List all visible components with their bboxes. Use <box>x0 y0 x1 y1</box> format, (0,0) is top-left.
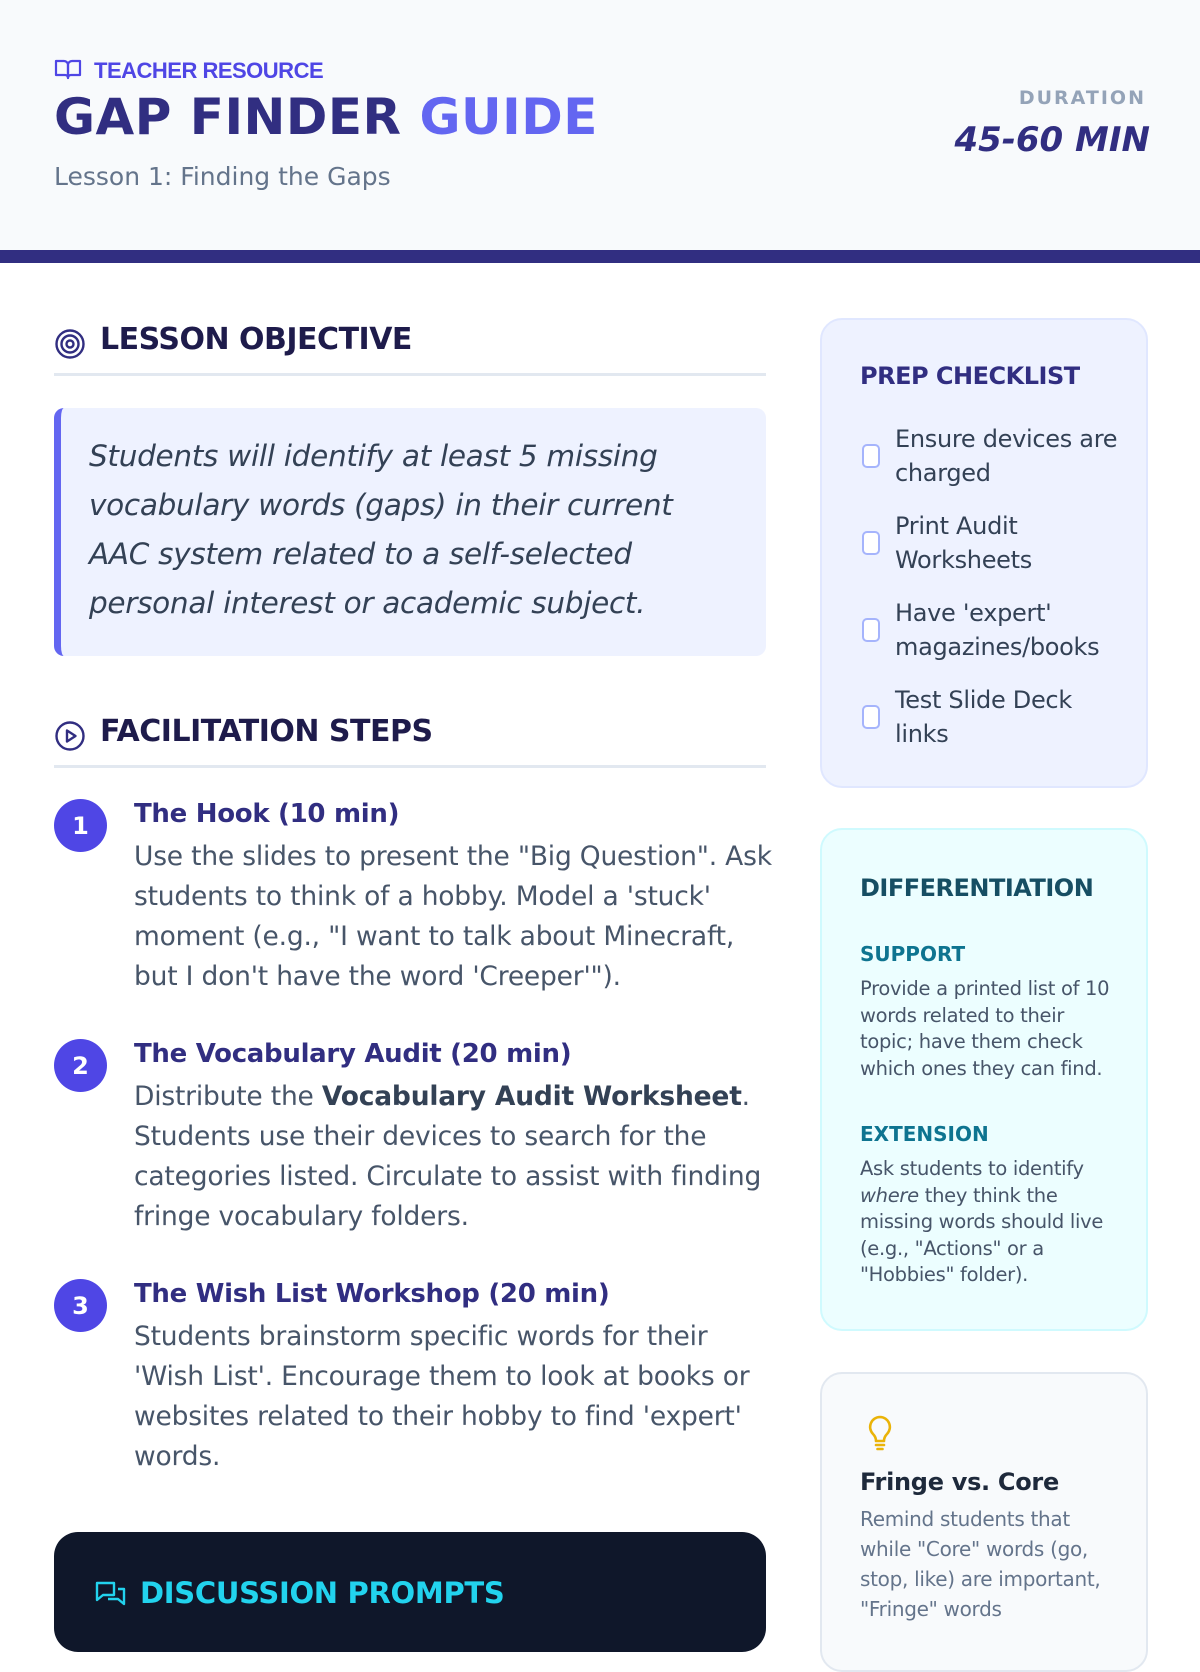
extension-text-before: Ask students to identify <box>860 1157 1084 1180</box>
header-divider <box>0 250 1200 263</box>
checklist-item[interactable] <box>862 683 1122 751</box>
facilitation-heading: FACILITATION STEPS <box>100 714 433 749</box>
step-title: The Wish List Workshop (20 min) <box>134 1279 610 1309</box>
step-description: Students brainstorm specific words for their 'Wish List'. Encourage them to look at books or websites related to their hobby to find 'expert' words. <box>134 1321 750 1472</box>
worksheet-name: Vocabulary Audit Worksheet <box>321 1081 742 1112</box>
checklist-item[interactable] <box>862 509 1122 577</box>
prep-checklist-heading: PREP CHECKLIST <box>860 362 1080 390</box>
facilitation-header <box>54 714 766 768</box>
page-header <box>0 0 1200 252</box>
checklist-checkbox[interactable] <box>862 618 880 642</box>
target-icon <box>54 328 86 364</box>
title-main: GAP FINDER <box>54 88 402 146</box>
differentiation-card <box>820 828 1148 1331</box>
duration-value: 45-60 MIN <box>954 120 1150 160</box>
extension-text <box>860 1156 1118 1289</box>
discussion-heading: DISCUSSION PROMPTS <box>140 1576 505 1610</box>
step-number-badge: 1 <box>54 799 107 852</box>
book-open-icon <box>54 57 82 85</box>
differentiation-heading: DIFFERENTIATION <box>860 874 1094 902</box>
page-subtitle: Lesson 1: Finding the Gaps <box>54 162 391 191</box>
title-accent: GUIDE <box>419 88 598 146</box>
step-description: Use the slides to present the "Big Question". Ask students to think of a hobby. Model a 'stuck' moment (e.g., "I want to talk about Minecraft, but I don't have the word 'Creeper'"). <box>134 841 772 992</box>
step-title: The Hook (10 min) <box>134 799 400 829</box>
objective-heading: LESSON OBJECTIVE <box>100 322 412 357</box>
checklist-checkbox[interactable] <box>862 705 880 729</box>
objective-box <box>54 408 766 656</box>
checklist-label: Ensure devices are charged <box>895 425 1118 487</box>
checklist-label: Print Audit Worksheets <box>895 512 1032 574</box>
tip-card <box>820 1372 1148 1672</box>
extension-label: EXTENSION <box>860 1122 989 1146</box>
step-title: The Vocabulary Audit (20 min) <box>134 1039 572 1069</box>
tip-text: Remind students that while "Core" words (go, stop, like) are important, "Fringe" words <box>860 1507 1101 1621</box>
extension-text-after: they think the missing words should live (e.g., "Actions" or a "Hobbies" folder). <box>860 1183 1104 1286</box>
eyebrow-label: TEACHER RESOURCE <box>94 58 324 83</box>
checklist-label: Test Slide Deck links <box>895 686 1072 748</box>
checklist-checkbox[interactable] <box>862 531 880 555</box>
checklist-label: Have 'expert' magazines/books <box>895 599 1100 661</box>
prep-checklist-card <box>820 318 1148 788</box>
step-number-badge: 3 <box>54 1279 107 1332</box>
checklist-checkbox[interactable] <box>862 444 880 468</box>
objective-header <box>54 322 766 376</box>
lightbulb-icon <box>866 1414 894 1458</box>
checklist-item[interactable] <box>862 596 1122 664</box>
play-circle-icon <box>54 720 86 756</box>
step-number-badge: 2 <box>54 1039 107 1092</box>
support-label: SUPPORT <box>860 942 966 966</box>
step-text-before: Distribute the <box>134 1081 322 1112</box>
support-text: Provide a printed list of 10 words related to their topic; have them check which ones they can find. <box>860 977 1110 1080</box>
extension-emphasis: where <box>860 1183 919 1207</box>
page-title <box>54 88 598 146</box>
chat-bubbles-icon <box>94 1580 128 1614</box>
checklist-item[interactable] <box>862 422 1122 490</box>
tip-title: Fringe vs. Core <box>860 1468 1059 1496</box>
objective-text: Students will identify at least 5 missing vocabulary words (gaps) in their current AAC system related to a self-selected personal interest or academic subject. <box>89 439 673 620</box>
step-text-after: . Students use their devices to search for the categories listed. Circulate to assist with finding fringe vocabulary folders. <box>134 1081 762 1232</box>
step-description <box>134 1077 774 1237</box>
duration-label: DURATION <box>1018 87 1146 109</box>
discussion-card <box>54 1532 766 1652</box>
eyebrow <box>54 58 323 84</box>
